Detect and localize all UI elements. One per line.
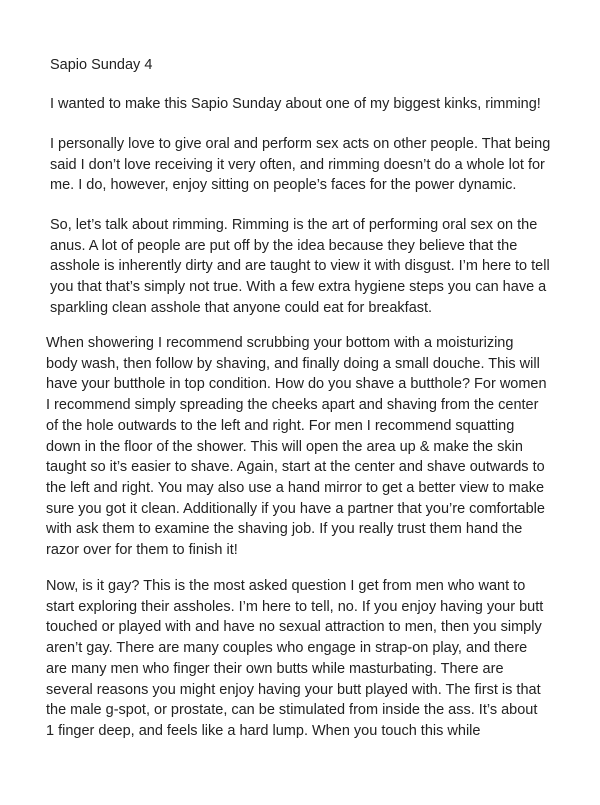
paragraph-personal-preference: I personally love to give oral and perform sex acts on other people. That being said I don’t love receiving it very often, and rimming doesn’t do a whole lot for me. I do, however, enjoy sitting on people’s faces for the power dynamic.: [50, 136, 551, 194]
document-title: Sapio Sunday 4: [50, 57, 153, 73]
paragraph-intro: I wanted to make this Sapio Sunday about one of my biggest kinks, rimming!: [50, 96, 541, 112]
paragraph-hygiene-steps: When showering I recommend scrubbing your bottom with a moisturizing body wash, then follow by shaving, and finally doing a small douche. This will have your butthole in top condition. How do you shave a butthole? For women I recommend simply spreading the cheeks apart and shaving from the center of the hole outwards to the left and right. For men I recommend squatting down in the floor of the shower. This will open the area up & make the skin taught so it’s easier to shave. Again, start at the center and shave outwards to the left and right. You may also use a hand mirror to get a better view to make sure you got it clean. Additionally if you have a partner that you’re comfortable with ask them to examine the shaving job. If you really trust them hand the razor over for them to finish it!: [46, 335, 547, 559]
paragraph-rimming-definition: So, let’s talk about rimming. Rimming is the art of performing oral sex on the anus. A lot of people are put off by the idea because they believe that the asshole is inherently dirty and are taught to view it with disgust. I’m here to tell you that that’s simply not true. With a few extra hygiene steps you can have a sparkling clean asshole that anyone could eat for breakfast.: [50, 217, 550, 316]
paragraph-is-it-gay: Now, is it gay? This is the most asked question I get from men who want to start exploring their assholes. I’m here to tell, no. If you enjoy having your butt touched or played with and have no sexual attraction to men, then you simply aren’t gay. There are many couples who engage in strap-on play, and there are many men who finger their own butts while masturbating. There are several reasons you might enjoy having your butt played with. The first is that the male g-spot, or prostate, can be stimulated from inside the ass. It’s about 1 finger deep, and feels like a hard lump. When you touch this while: [46, 578, 544, 739]
